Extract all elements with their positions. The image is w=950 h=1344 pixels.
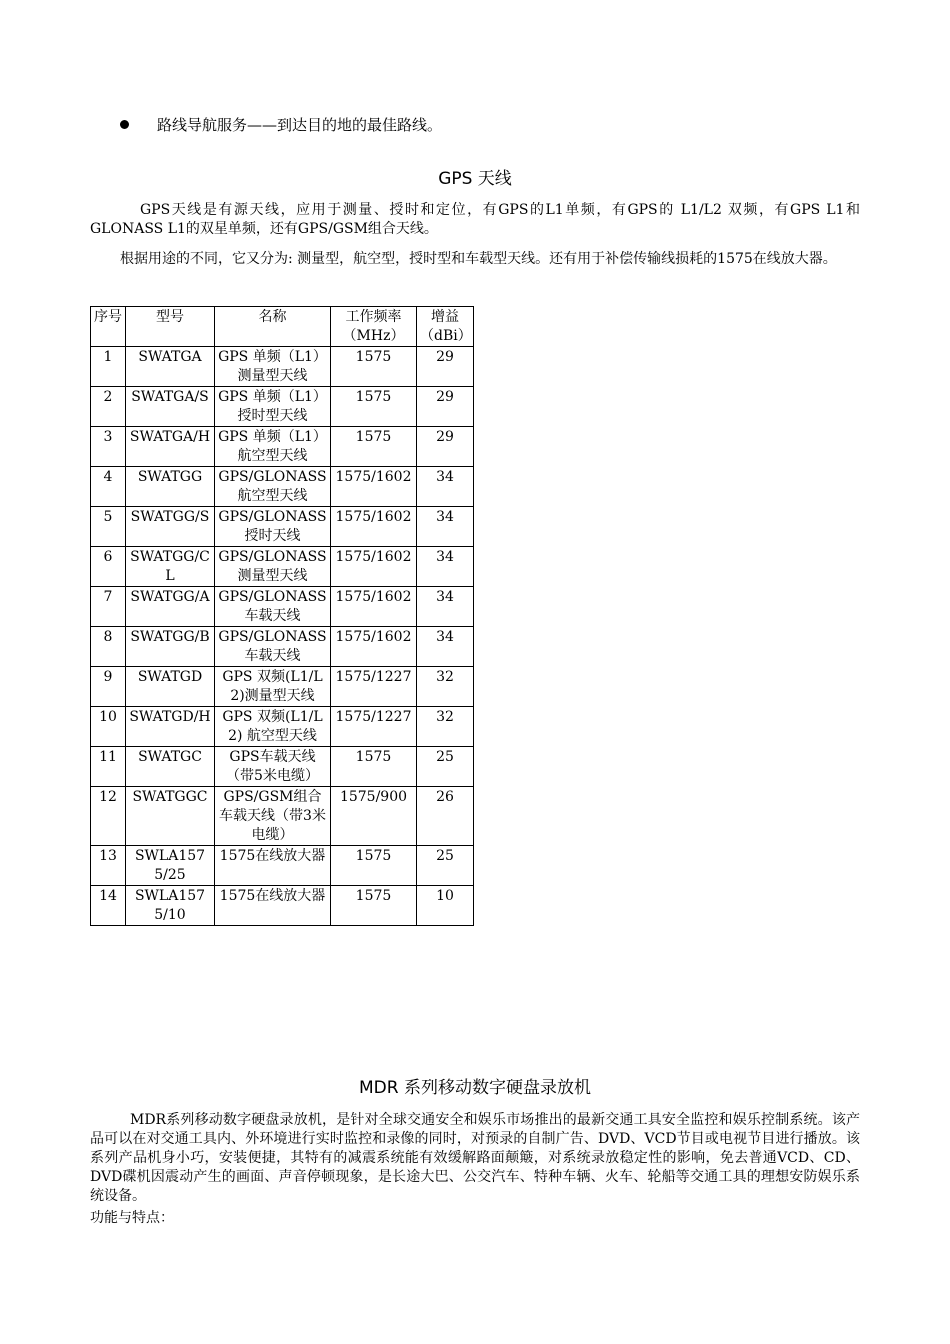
- cell-index: 14: [91, 886, 126, 926]
- header-cell-model: 型号: [126, 307, 215, 347]
- cell-index: 9: [91, 667, 126, 707]
- cell-gain: 29: [417, 347, 474, 387]
- cell-gain: 32: [417, 667, 474, 707]
- cell-name: GPS/GLONASS车载天线: [215, 627, 331, 667]
- cell-frequency: 1575: [331, 427, 417, 467]
- cell-frequency: 1575: [331, 347, 417, 387]
- cell-frequency: 1575/1602: [331, 547, 417, 587]
- cell-name: GPS/GLONASS车载天线: [215, 587, 331, 627]
- cell-name: 1575在线放大器: [215, 886, 331, 926]
- cell-index: 6: [91, 547, 126, 587]
- cell-frequency: 1575/1227: [331, 667, 417, 707]
- cell-name: GPS/GLONASS授时天线: [215, 507, 331, 547]
- cell-frequency: 1575: [331, 886, 417, 926]
- cell-name: GPS 单频（L1）授时型天线: [215, 387, 331, 427]
- cell-frequency: 1575/1602: [331, 507, 417, 547]
- cell-model: SWATGA/S: [126, 387, 215, 427]
- cell-model: SWATGA/H: [126, 427, 215, 467]
- header-cell-gain: 增益（dBi）: [417, 307, 474, 347]
- cell-index: 13: [91, 846, 126, 886]
- table-row: [91, 427, 474, 467]
- cell-gain: 10: [417, 886, 474, 926]
- cell-frequency: 1575: [331, 387, 417, 427]
- cell-frequency: 1575: [331, 747, 417, 787]
- cell-gain: 29: [417, 427, 474, 467]
- bullet-text: 路线导航服务——到达目的地的最佳路线。: [157, 116, 443, 134]
- table-row: [91, 846, 474, 886]
- table-row: [91, 747, 474, 787]
- cell-name: 1575在线放大器: [215, 846, 331, 886]
- cell-model: SWLA1575/10: [126, 886, 215, 926]
- table-row: [91, 627, 474, 667]
- cell-frequency: 1575: [331, 846, 417, 886]
- cell-name: GPS/GSM组合车载天线（带3米电缆）: [215, 787, 331, 846]
- gps-paragraph-1: GPS天线是有源天线，应用于测量、授时和定位，有GPS的L1单频，有GPS的 L1/L2 双频，有GPS L1和GLONASS L1的双星单频，还有GPS/GSM组合天线。: [90, 202, 860, 237]
- features-label: 功能与特点：: [90, 1210, 174, 1226]
- cell-gain: 34: [417, 587, 474, 627]
- header-cell-index: 序号: [91, 307, 126, 347]
- bullet-item: [120, 115, 442, 135]
- header-cell-name: 名称: [215, 307, 331, 347]
- table-row: [91, 587, 474, 627]
- cell-gain: 29: [417, 387, 474, 427]
- cell-name: GPS车载天线（带5米电缆）: [215, 747, 331, 787]
- table-row: [91, 667, 474, 707]
- cell-index: 3: [91, 427, 126, 467]
- cell-name: GPS 双频(L1/L2) 航空型天线: [215, 707, 331, 747]
- cell-name: GPS 单频（L1）测量型天线: [215, 347, 331, 387]
- cell-frequency: 1575/1602: [331, 467, 417, 507]
- table-row: [91, 467, 474, 507]
- cell-index: 10: [91, 707, 126, 747]
- cell-frequency: 1575/1602: [331, 627, 417, 667]
- cell-name: GPS 单频（L1）航空型天线: [215, 427, 331, 467]
- cell-name: GPS/GLONASS航空型天线: [215, 467, 331, 507]
- cell-gain: 25: [417, 846, 474, 886]
- cell-model: SWATGD: [126, 667, 215, 707]
- cell-model: SWATGD/H: [126, 707, 215, 747]
- mdr-paragraph: MDR系列移动数字硬盘录放机，是针对全球交通安全和娱乐市场推出的最新交通工具安全监控和娱乐控制系统。该产品可以在对交通工具内、外环境进行实时监控和录像的同时，对预录的自制广告、DVD、VCD节目或电视节目进行播放。该系列产品机身小巧，安装便捷，其特有的减震系统能有效缓解路面颠簸，对系统录放稳定性的影响，免去普通VCD、CD、DVD碟机因震动产生的画面、声音停顿现象，是长途大巴、公交汽车、特种车辆、火车、轮船等交通工具的理想安防娱乐系统设备。: [90, 1112, 860, 1204]
- gps-antenna-table: [90, 306, 474, 926]
- bullet-dot-icon: [120, 120, 129, 129]
- cell-name: GPS 双频(L1/L2)测量型天线: [215, 667, 331, 707]
- cell-name: GPS/GLONASS测量型天线: [215, 547, 331, 587]
- cell-index: 5: [91, 507, 126, 547]
- table-row: [91, 347, 474, 387]
- cell-frequency: 1575/1602: [331, 587, 417, 627]
- cell-gain: 26: [417, 787, 474, 846]
- cell-gain: 34: [417, 507, 474, 547]
- mdr-section-title: MDR 系列移动数字硬盘录放机: [359, 1078, 591, 1098]
- table-row: [91, 507, 474, 547]
- gps-paragraph-2: 根据用途的不同，它又分为: 测量型，航空型，授时型和车载型天线。还有用于补偿传输线损耗的1575在线放大器。: [120, 251, 837, 267]
- gps-section-title: GPS 天线: [438, 169, 512, 189]
- cell-frequency: 1575/900: [331, 787, 417, 846]
- cell-model: SWATGG: [126, 467, 215, 507]
- cell-gain: 34: [417, 547, 474, 587]
- cell-model: SWATGG/CL: [126, 547, 215, 587]
- cell-model: SWATGC: [126, 747, 215, 787]
- cell-index: 8: [91, 627, 126, 667]
- table-header-row: [91, 307, 474, 347]
- cell-index: 7: [91, 587, 126, 627]
- cell-model: SWATGA: [126, 347, 215, 387]
- cell-gain: 32: [417, 707, 474, 747]
- cell-frequency: 1575/1227: [331, 707, 417, 747]
- cell-model: SWATGGC: [126, 787, 215, 846]
- cell-index: 4: [91, 467, 126, 507]
- cell-gain: 34: [417, 627, 474, 667]
- cell-gain: 25: [417, 747, 474, 787]
- cell-model: SWLA1575/25: [126, 846, 215, 886]
- table-row: [91, 787, 474, 846]
- table-row: [91, 387, 474, 427]
- header-cell-frequency: 工作频率（MHz）: [331, 307, 417, 347]
- cell-index: 11: [91, 747, 126, 787]
- cell-model: SWATGG/B: [126, 627, 215, 667]
- cell-index: 12: [91, 787, 126, 846]
- cell-gain: 34: [417, 467, 474, 507]
- cell-model: SWATGG/S: [126, 507, 215, 547]
- cell-model: SWATGG/A: [126, 587, 215, 627]
- cell-index: 2: [91, 387, 126, 427]
- table-row: [91, 886, 474, 926]
- table-row: [91, 547, 474, 587]
- cell-index: 1: [91, 347, 126, 387]
- table-row: [91, 707, 474, 747]
